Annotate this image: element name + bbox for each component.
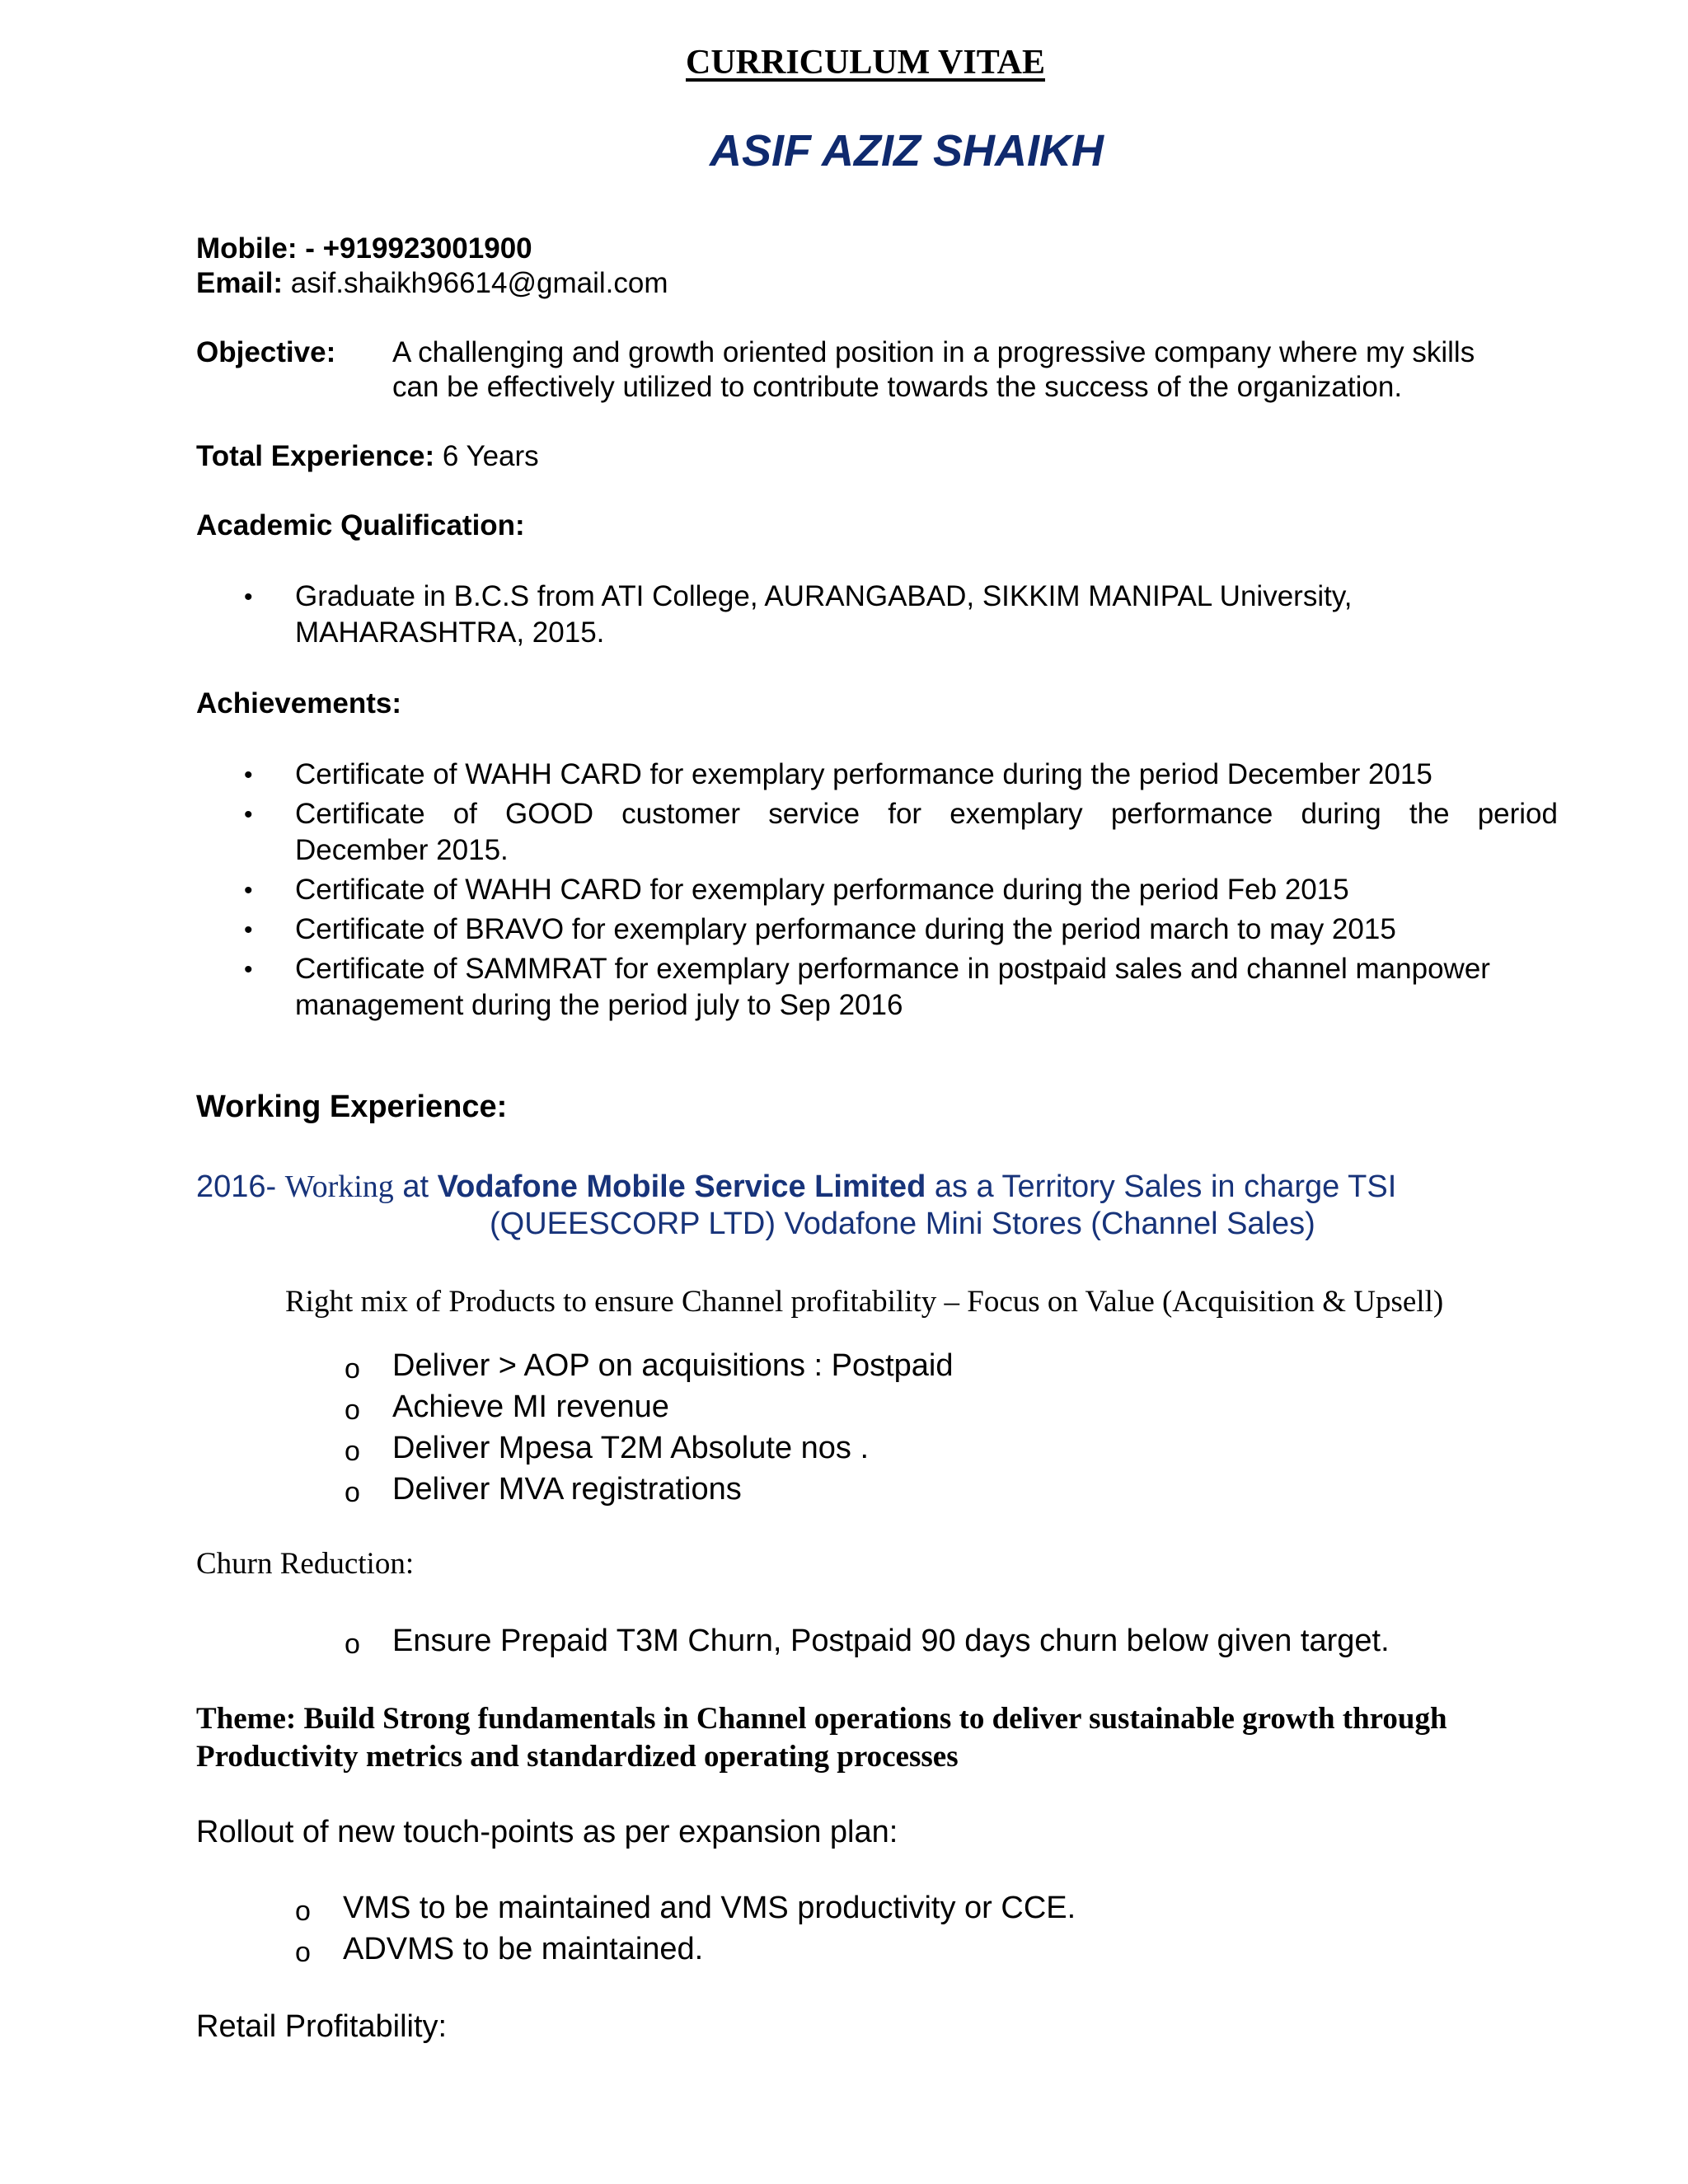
bullet-icon: • [244,583,253,611]
churn-item: Ensure Prepaid T3M Churn, Postpaid 90 days churn below given target. [392,1624,1390,1658]
churn-reduction-heading: Churn Reduction: [196,1547,415,1581]
total-experience-line [196,440,539,473]
achievement-item-continued: December 2015. [295,834,509,866]
circle-bullet-icon: o [345,1629,360,1660]
rollout-item: VMS to be maintained and VMS productivity or CCE. [343,1891,1076,1925]
job-title-line-2: (QUEESCORP LTD) Vodafone Mini Stores (Channel Sales) [490,1207,1315,1241]
deliverable-item: Deliver MVA registrations [392,1472,742,1507]
mobile-line [196,232,532,265]
achievement-item: Certificate of BRAVO for exemplary performance during the period march to may 2015 [295,913,1396,945]
objective-label: Objective: [196,336,336,368]
academic-item-line-2: MAHARASHTRA, 2015. [295,616,605,649]
email-line [196,267,668,300]
candidate-name: ASIF AZIZ SHAIKH [710,126,1104,176]
deliverable-item: Deliver > AOP on acquisitions : Postpaid [392,1348,954,1383]
theme-line-2: Productivity metrics and standardized operating processes [196,1740,959,1774]
cv-title: CURRICULUM VITAE [686,44,1045,82]
circle-bullet-icon: o [295,1896,311,1927]
rollout-item: ADVMS to be maintained. [343,1932,704,1966]
total-experience-label: Total Experience: [196,440,435,472]
deliverable-item: Deliver Mpesa T2M Absolute nos . [392,1431,870,1465]
theme-line-1: Theme: Build Strong fundamentals in Channel operations to deliver sustainable growth through [196,1702,1447,1736]
circle-bullet-icon: o [345,1353,360,1385]
achievement-item-continued: management during the period july to Sep 2016 [295,989,903,1021]
circle-bullet-icon: o [345,1394,360,1426]
achievement-item: Certificate of WAHH CARD for exemplary performance during the period Feb 2015 [295,874,1349,906]
job-at-word: at [402,1169,429,1204]
deliverable-item: Achieve MI revenue [392,1390,669,1424]
mobile-label: Mobile: - [196,232,315,265]
total-experience-value: 6 Years [442,440,539,472]
product-mix-statement: Right mix of Products to ensure Channel profitability – Focus on Value (Acquisition & Upsell) [285,1285,1444,1319]
circle-bullet-icon: o [295,1937,311,1968]
achievement-item: Certificate of SAMMRAT for exemplary performance in postpaid sales and channel manpower [295,953,1490,985]
circle-bullet-icon: o [345,1436,360,1467]
working-experience-heading: Working Experience: [196,1090,508,1124]
bullet-icon: • [244,801,253,828]
bullet-icon: • [244,956,253,983]
academic-heading: Academic Qualification: [196,509,525,541]
objective-line-2: can be effectively utilized to contribute towards the success of the organization. [392,371,1403,403]
email-label: Email: [196,267,284,299]
retail-profitability-heading: Retail Profitability: [196,2009,448,2044]
job-working-word: Working [284,1169,394,1204]
job-role: as a Territory Sales in charge TSI [934,1169,1397,1204]
achievements-heading: Achievements: [196,687,401,719]
achievement-item: Certificate of GOOD customer service for exemplary performance during the period [295,798,1558,830]
academic-item-line-1: Graduate in B.C.S from ATI College, AURANGABAD, SIKKIM MANIPAL University, [295,580,1353,612]
achievement-item: Certificate of WAHH CARD for exemplary performance during the period December 2015 [295,758,1432,790]
circle-bullet-icon: o [345,1477,360,1508]
job-year: 2016- [196,1169,277,1204]
bullet-icon: • [244,877,253,904]
objective-line-1: A challenging and growth oriented position in a progressive company where my skills [392,336,1475,368]
email-value: asif.shaikh96614@gmail.com [290,267,668,299]
rollout-heading: Rollout of new touch-points as per expansion plan: [196,1815,898,1849]
job-company: Vodafone Mobile Service Limited [437,1169,926,1204]
job-title-line-1 [196,1169,1396,1205]
mobile-value: +919923001900 [322,232,532,265]
bullet-icon: • [244,762,253,789]
bullet-icon: • [244,916,253,944]
